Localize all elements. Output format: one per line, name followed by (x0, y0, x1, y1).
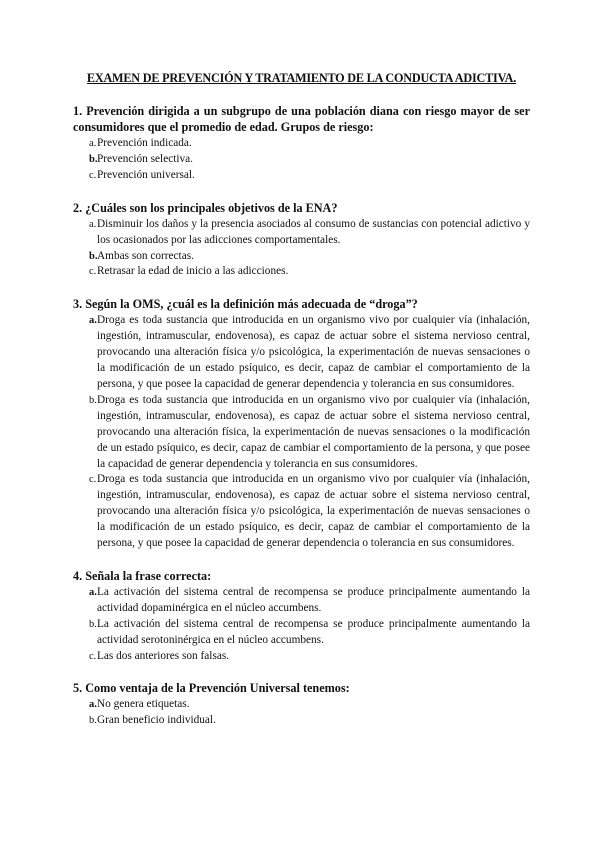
question-text: 2. ¿Cuáles son los principales objetivos de la ENA? (73, 200, 338, 215)
option-letter: c. (89, 650, 97, 662)
question-text: 5. Como ventaja de la Prevención Universal tenemos: (73, 681, 350, 696)
option-text: La activación del sistema central de recompensa se produce principalmente aumentando la actividad dopaminérgica en el núcleo accumbens. (97, 585, 530, 614)
option-text: Disminuir los daños y la presencia asociados al consumo de sustancias con potencial adictivo y los ocasionados por las adicciones comportamentales. (97, 217, 530, 246)
option-text: Prevención selectiva. (97, 152, 193, 165)
option-letter: b. (89, 153, 98, 165)
option-letter: a. (89, 218, 97, 230)
option-a (73, 313, 530, 393)
option-c (73, 649, 530, 665)
option-text: Ambas son correctas. (97, 249, 194, 262)
option-list (73, 136, 530, 184)
question-5 (73, 680, 530, 729)
question-1 (73, 103, 530, 184)
option-a (73, 217, 530, 249)
option-list (73, 313, 530, 552)
option-text: Droga es toda sustancia que introducida en un organismo vivo por cualquier vía (inhalación, ingestión, intramuscular, endovenosa), es capaz de actuar sobre el sistema nervioso central, provocando una alteración física y/o psicológica, la experimentación de nuevas sensaciones o la modificación de un estado psíquico, es decir, capaz de cambiar el comportamiento de la persona, y que posee la capacidad de generar dependencia o tolerancia en sus consumidores. (97, 473, 530, 550)
option-letter: c. (89, 169, 97, 181)
option-text: Droga es toda sustancia que introducida en un organismo vivo por cualquier vía (inhalación, ingestión, intramuscular, endovenosa), es capaz de actuar sobre el sistema nervioso central, provocando una alteración física y/o psicológica, la experimentación de nuevas sensaciones o la modificación de un estado psíquico, es decir, capaz de cambiar el comportamiento de la persona, y que posee la capacidad de generar dependencia y tolerancia en sus consumidores. (97, 314, 530, 390)
option-list (73, 697, 530, 729)
question-text: 1. Prevención dirigida a un subgrupo de una población diana con riesgo mayor de ser consumidores que el promedio de edad. Grupos de riesgo: (73, 104, 530, 134)
option-text: No genera etiquetas. (97, 698, 190, 711)
option-letter: a. (89, 699, 97, 711)
question-2 (73, 200, 530, 281)
option-b (73, 152, 530, 168)
document-title: EXAMEN DE PREVENCIÓN Y TRATAMIENTO DE LA CONDUCTA ADICTIVA. (86, 71, 517, 85)
option-c (73, 168, 530, 184)
question-3 (73, 296, 530, 552)
option-b (73, 393, 530, 473)
question-4 (73, 568, 530, 665)
option-text: Prevención indicada. (97, 137, 192, 149)
option-text: Retrasar la edad de inicio a las adicciones. (97, 265, 289, 278)
option-text: Las dos anteriores son falsas. (97, 649, 230, 662)
option-letter: b. (89, 618, 97, 630)
option-c (73, 472, 530, 552)
option-text: Droga es toda sustancia que introducida en un organismo vivo por cualquier vía (inhalación, ingestión, intramuscular, endovenosa), es capaz de actuar sobre el sistema nervioso central, provocando una alteración física, la experimentación de nuevas sensaciones o la modificación de un estado psíquico, es decir, capaz de cambiar el comportamiento de la persona, y que posee la capacidad de generar dependencia y tolerancia en sus consumidores. (97, 393, 530, 470)
option-letter: a. (89, 315, 97, 327)
option-letter: a. (89, 138, 97, 149)
option-list (73, 217, 530, 281)
option-c (73, 264, 530, 280)
option-letter: b. (89, 715, 97, 727)
option-list (73, 585, 530, 665)
option-b (73, 713, 530, 729)
option-a (73, 697, 530, 713)
option-letter: b. (89, 394, 97, 406)
option-b (73, 249, 530, 265)
option-a (73, 585, 530, 617)
option-letter: c. (89, 266, 97, 278)
option-a (73, 136, 530, 152)
option-letter: a. (89, 586, 97, 598)
option-b (73, 617, 530, 649)
question-text: 3. Según la OMS, ¿cuál es la definición más adecuada de “droga”? (73, 297, 418, 312)
option-text: La activación del sistema central de recompensa se produce principalmente aumentando la actividad serotoninérgica en el núcleo accumbens. (97, 617, 530, 646)
option-text: Prevención universal. (97, 168, 195, 181)
option-letter: c. (89, 474, 97, 486)
question-text: 4. Señala la frase correcta: (73, 568, 212, 583)
option-text: Gran beneficio individual. (97, 714, 216, 727)
option-letter: b. (89, 250, 98, 262)
